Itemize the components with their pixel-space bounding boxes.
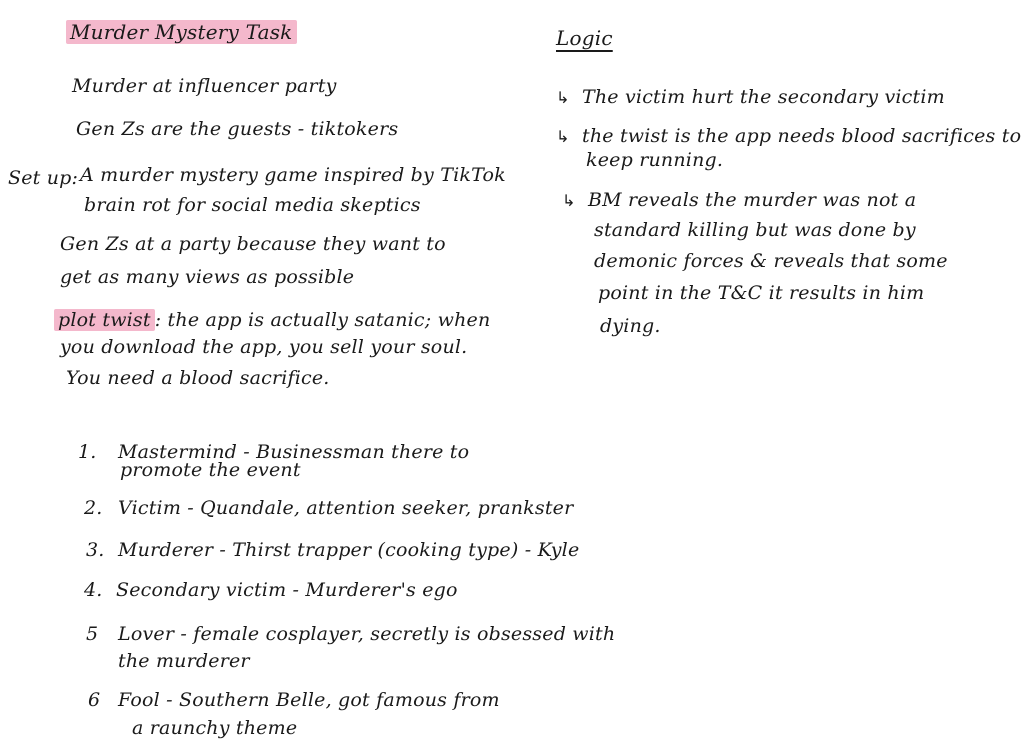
role-text: Murderer - Thirst trapper (cooking type) - Kyle <box>118 539 580 561</box>
role-text-cont: promote the event <box>120 459 301 481</box>
logic-text: BM reveals the murder was not a <box>588 189 917 211</box>
logic-text: the twist is the app needs blood sacrifices to <box>582 125 1022 147</box>
note-line: Murder at influencer party <box>72 75 337 97</box>
role-text: Mastermind - Businessman there to <box>118 441 470 463</box>
note-line: you download the app, you sell your soul. <box>60 336 468 358</box>
role-text: Secondary victim - Murderer's ego <box>116 579 458 601</box>
role-text: Lover - female cosplayer, secretly is obsessed with <box>118 623 616 645</box>
logic-text: The victim hurt the secondary victim <box>582 86 945 108</box>
logic-text-cont: keep running. <box>586 149 724 171</box>
logic-title: Logic <box>556 26 613 50</box>
logic-text-cont: dying. <box>600 315 661 337</box>
note-line: Gen Zs are the guests - tiktokers <box>76 118 399 140</box>
setup-label: Set up: <box>8 167 79 189</box>
role-number: 5 <box>86 623 99 645</box>
role-number: 1. <box>78 441 97 463</box>
logic-item <box>556 124 1021 149</box>
role-number: 4. <box>84 579 103 601</box>
role-number: 6 <box>88 689 101 711</box>
arrow-icon: ↳ <box>556 88 570 107</box>
logic-item <box>556 85 945 110</box>
role-number: 3. <box>86 539 105 561</box>
logic-text-cont: standard killing but was done by <box>594 219 916 241</box>
arrow-icon: ↳ <box>562 191 576 210</box>
arrow-icon: ↳ <box>556 127 570 146</box>
role-text: Victim - Quandale, attention seeker, prankster <box>118 497 574 519</box>
logic-item <box>562 188 916 213</box>
setup-line: A murder mystery game inspired by TikTok <box>80 164 506 186</box>
note-line: Gen Zs at a party because they want to <box>60 233 446 255</box>
plot-twist-text: : the app is actually satanic; when <box>154 309 491 331</box>
role-text: Fool - Southern Belle, got famous from <box>118 689 500 711</box>
role-number: 2. <box>84 497 103 519</box>
setup-line: brain rot for social media skeptics <box>84 194 421 216</box>
logic-text-cont: point in the T&C it results in him <box>598 282 925 304</box>
role-text-cont: a raunchy theme <box>132 717 298 739</box>
role-text-cont: the murderer <box>118 650 250 672</box>
plot-twist-line <box>54 308 490 332</box>
plot-twist-label: plot twist <box>54 309 155 331</box>
note-line: You need a blood sacrifice. <box>66 367 330 389</box>
note-line: get as many views as possible <box>60 266 355 288</box>
page-title <box>66 20 297 44</box>
logic-text-cont: demonic forces & reveals that some <box>594 250 948 272</box>
title-highlight: Murder Mystery Task <box>66 20 297 44</box>
